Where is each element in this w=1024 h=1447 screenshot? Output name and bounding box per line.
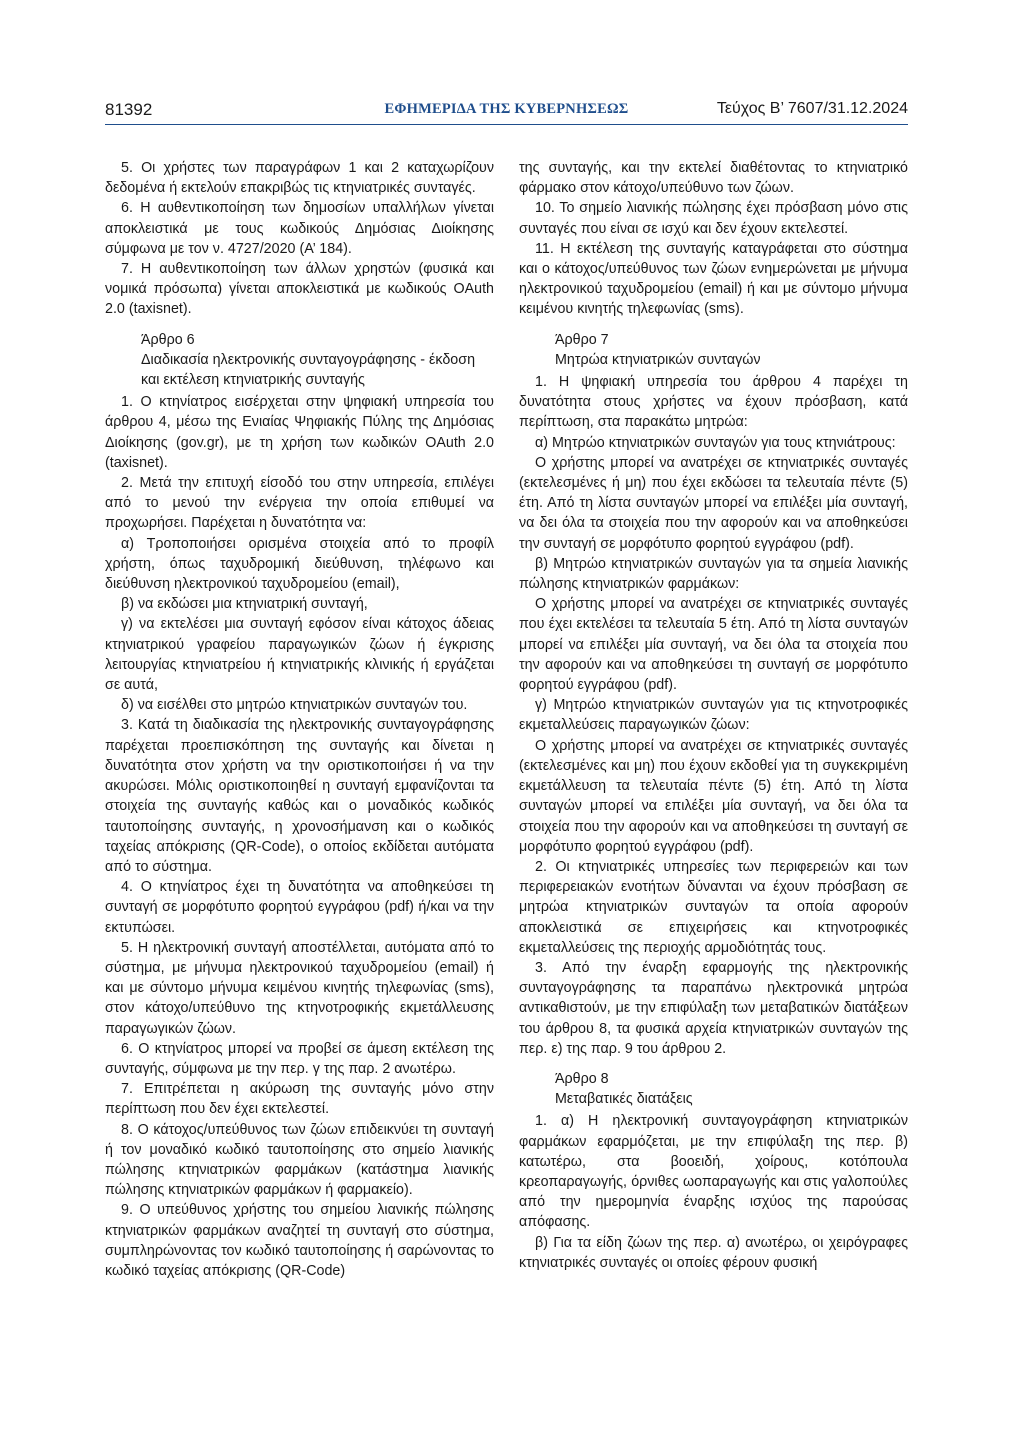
paragraph: 1. Η ψηφιακή υπηρεσία του άρθρου 4 παρέχει τη δυνατότητα στους χρήστες να έχουν πρόσβαση, κατά περίπτωση, στα παρακάτω μητρώα: <box>519 374 908 431</box>
paragraph: 11. Η εκτέλεση της συνταγής καταγράφεται στο σύστημα και ο κάτοχος/υπεύθυνος των ζώων ενημερώνεται με μήνυμα ηλεκτρονικού ταχυδρομείου (email) ή και με σύντομο μήνυμα κειμένου κινητής τηλεφωνίας (sms). <box>519 240 908 318</box>
paragraph: α) Τροποποιήσει ορισμένα στοιχεία από το προφίλ χρήστη, όπως ταχυδρομική διεύθυνση, τηλέφωνο και διεύθυνση ηλεκτρονικού ταχυδρομείου (email), <box>105 535 494 593</box>
article-heading <box>105 330 494 391</box>
paragraph: 6. Ο κτηνίατρος μπορεί να προβεί σε άμεση εκτέλεση της συνταγής, σύμφωνα με την περ. γ της παρ. 2 ανωτέρω. <box>105 1040 494 1077</box>
article-number: Άρθρο 8 <box>555 1070 609 1087</box>
page-number: 81392 <box>105 100 153 119</box>
paragraph: 2. Οι κτηνιατρικές υπηρεσίες των περιφερειών και των περιφερειακών ενοτήτων δύνανται να έχουν πρόσβαση σε μητρώα κτηνιατρικών συνταγών τα οποία αφορούν αποκλειστικά σε επιχειρήσεις και κτηνοτροφικές εκμεταλλεύσεις της περιοχής αρμοδιότητάς τους. <box>519 858 908 956</box>
right-column <box>519 158 908 1273</box>
paragraph: 6. Η αυθεντικοποίηση των δημοσίων υπαλλήλων γίνεται αποκλειστικά με τους κωδικούς Δημόσιας Διοίκησης σύμφωνα με τον ν. 4727/2020 (Α’ 184). <box>105 200 494 257</box>
paragraph: 9. Ο υπεύθυνος χρήστης του σημείου λιανικής πώλησης κτηνιατρικών φαρμάκων αναζητεί τη συνταγή στο σύστημα, συμπληρώνοντας τον κωδικό ταυτοποίησης ή σαρώνοντας το κωδικό ταχείας απόκρισης (QR-Code) <box>105 1202 494 1279</box>
paragraph: Ο χρήστης μπορεί να ανατρέχει σε κτηνιατρικές συνταγές (εκτελεσμένες και μη) που έχουν εκδοθεί για τη συγκεκριμένη εκμετάλλευση τα τελευταία πέντε (5) έτη. Από τη λίστα συνταγών μπορεί να επιλέξει μία συνταγή, να δει όλα τα στοιχεία που την αφορούν και να αποθηκεύσει τη συνταγή σε μορφότυπο φορητού εγγράφου (pdf). <box>519 737 908 855</box>
paragraph: της συνταγής, και την εκτελεί διαθέτοντας το κτηνιατρικό φάρμακο στον κάτοχο/υπεύθυνο των ζώων. <box>519 160 908 197</box>
paragraph: 5. Η ηλεκτρονική συνταγή αποστέλλεται, αυτόματα από το σύστημα, με μήνυμα ηλεκτρονικού ταχυδρομείου (email) ή και με σύντομο μήνυμα κειμένου κινητής τηλεφωνίας (sms), στον κάτοχο/υπεύθυνο της κτηνοτροφικής εκμετάλλευσης παραγωγικών ζώων. <box>105 939 494 1037</box>
paragraph: γ) να εκτελέσει μια συνταγή εφόσον είναι κάτοχος άδειας κτηνιατρικού γραφείου παραγωγικών ζώων ή έγκρισης λειτουργίας κτηνιατρείου ή κτηνιατρικής κλινικής ή εργάζεται σε αυτά, <box>105 616 494 694</box>
page-header <box>105 100 908 126</box>
gazette-title: ΕΦΗΜΕΡΙΔΑ ΤΗΣ ΚΥΒΕΡΝΗΣΕΩΣ <box>384 101 629 117</box>
paragraph: δ) να εισέλθει στο μητρώο κτηνιατρικών συνταγών του. <box>121 697 468 714</box>
paragraph: 4. Ο κτηνίατρος έχει τη δυνατότητα να αποθηκεύσει τη συνταγή σε μορφότυπο φορητού εγγράφου (pdf) ή/και να την εκτυπώσει. <box>105 879 494 936</box>
paragraph: 1. α) Η ηλεκτρονική συνταγογράφηση κτηνιατρικών φαρμάκων εφαρμόζεται, με την επιφύλαξη της περ. β) κατωτέρω, στα βοοειδή, χοίρους, κοτόπουλα κρεοπαραγωγής, όρνιθες ωοπαραγωγής και στις γαλοπούλες από την ημερομηνία έναρξης ισχύος της παρούσας απόφασης. <box>519 1113 908 1231</box>
article-number: Άρθρο 7 <box>555 331 609 348</box>
paragraph: 5. Οι χρήστες των παραγράφων 1 και 2 καταχωρίζουν δεδομένα ή εκτελούν επακριβώς τις κτηνιατρικές συνταγές. <box>105 160 494 197</box>
article-heading <box>519 330 908 370</box>
paragraph: γ) Μητρώο κτηνιατρικών συνταγών για τις κτηνοτροφικές εκμεταλλεύσεις παραγωγικών ζώων: <box>519 697 908 734</box>
paragraph: 1. Ο κτηνίατρος εισέρχεται στην ψηφιακή υπηρεσία του άρθρου 4, μέσω της Ενιαίας Ψηφιακής Πύλης της Δημόσιας Διοίκησης (gov.gr), με τη χρήση των κωδικών OAuth 2.0 (taxisnet). <box>105 394 494 471</box>
article-title: Διαδικασία ηλεκτρονικής συνταγογράφησης - έκδοση και εκτέλεση κτηνιατρικής συνταγής <box>141 351 476 389</box>
paragraph: Ο χρήστης μπορεί να ανατρέχει σε κτηνιατρικές συνταγές (εκτελεσμένες ή μη) που έχει εκδώσει τα τελευταία πέντε (5) έτη. Από τη λίστα συνταγών μπορεί να επιλέξει μία συνταγή, να δει όλα τα στοιχεία που την αφορούν και να αποθηκεύσει την συνταγή σε μορφότυπο φορητού εγγράφου (pdf). <box>519 454 908 552</box>
paragraph: 2. Μετά την επιτυχή είσοδό του στην υπηρεσία, επιλέγει από το μενού την ενέργεια την οποία επιθυμεί να προχωρήσει. Παρέχεται η δυνατότητα να: <box>105 475 494 532</box>
paragraph: α) Μητρώο κτηνιατρικών συνταγών για τους κτηνιάτρους: <box>535 434 896 451</box>
paragraph: 10. Το σημείο λιανικής πώλησης έχει πρόσβαση μόνο στις συνταγές που είναι σε ισχύ και δεν έχουν εκτελεστεί. <box>519 200 908 237</box>
paragraph: 3. Κατά τη διαδικασία της ηλεκτρονικής συνταγογράφησης παρέχεται προεπισκόπηση της συνταγής και δίνεται η δυνατότητα στον χρήστη να την οριστικοποιήσει ή να την ακυρώσει. Μόλις οριστικοποιηθεί η συνταγή εμφανίζονται τα στοιχεία της συνταγής καθώς και ο μοναδικός κωδικός ταυτοποίησης συνταγής, η χρονοσήμανση και ο κωδικός ταχείας απόκρισης (QR-Code), ο οποίος εκδίδεται αυτόματα από το σύστημα. <box>105 717 494 875</box>
paragraph: 7. Επιτρέπεται η ακύρωση της συνταγής μόνο στην περίπτωση που δεν έχει εκτελεστεί. <box>105 1081 494 1118</box>
issue-number: Τεύχος Β’ 7607/31.12.2024 <box>716 100 908 117</box>
paragraph: β) Για τα είδη ζώων της περ. α) ανωτέρω, οι χειρόγραφες κτηνιατρικές συνταγές οι οποίες φέρουν φυσική <box>519 1234 908 1271</box>
left-column <box>105 158 494 1281</box>
article-title: Μητρώα κτηνιατρικών συνταγών <box>555 351 761 368</box>
paragraph: 3. Από την έναρξη εφαρμογής της ηλεκτρονικής συνταγογράφησης τα παραπάνω ηλεκτρονικά μητρώα αντικαθιστούν, με την επιφύλαξη των μεταβατικών διατάξεων του άρθρου 8, τα φυσικά αρχεία κτηνιατρικών συνταγών της περ. ε) της παρ. 9 του άρθρου 2. <box>519 959 908 1057</box>
paragraph: β) Μητρώο κτηνιατρικών συνταγών για τα σημεία λιανικής πώλησης κτηνιατρικών φαρμάκων: <box>519 555 908 593</box>
paragraph: 8. Ο κάτοχος/υπεύθυνος των ζώων επιδεικνύει τη συνταγή ή τον μοναδικό κωδικό ταυτοποίησης στο σημείο λιανικής πώλησης κτηνιατρικών φαρμάκων (κατάστημα λιανικής πώλησης κτηνιατρικών φαρμάκων ή φαρμακείο). <box>105 1121 494 1199</box>
paragraph: β) να εκδώσει μια κτηνιατρική συνταγή, <box>121 596 368 613</box>
article-title: Μεταβατικές διατάξεις <box>555 1091 693 1108</box>
article-heading <box>519 1069 908 1109</box>
paragraph: 7. Η αυθεντικοποίηση των άλλων χρηστών (φυσικά και νομικά πρόσωπα) γίνεται αποκλειστικά με κωδικούς OAuth 2.0 (taxisnet). <box>105 261 494 318</box>
header-rule <box>105 124 908 125</box>
article-number: Άρθρο 6 <box>141 331 195 348</box>
paragraph: Ο χρήστης μπορεί να ανατρέχει σε κτηνιατρικές συνταγές που έχει εκτελέσει τα τελευταία 5 έτη. Από τη λίστα συνταγών μπορεί να επιλέξει μία συνταγή, να δει όλα τα στοιχεία που την αφορούν και να αποθηκεύσει τη συνταγή σε μορφότυπο φορητού εγγράφου (pdf). <box>519 596 908 694</box>
